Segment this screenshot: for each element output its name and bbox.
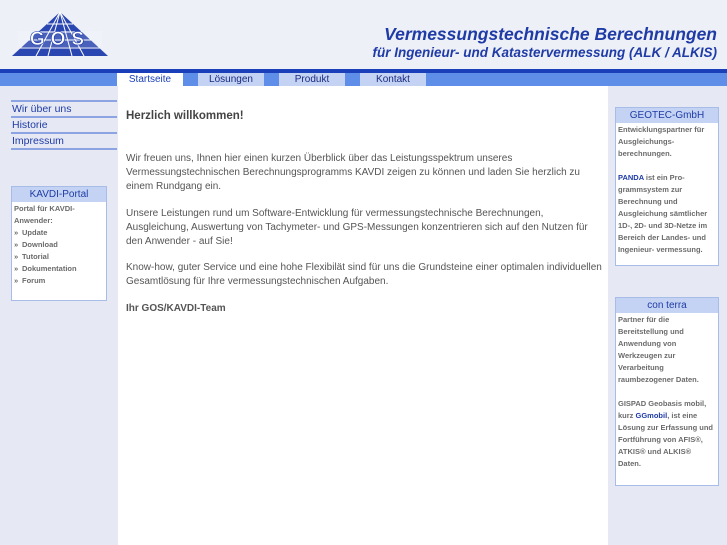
- geotec-panda-text: PANDA ist ein Pro-grammsystem zur Berechnung und Ausgleichung sämtlicher 1D-, 2D- und 3D-Netze im Bereich der Landes- und Ingenieur- vermessung.: [618, 173, 708, 254]
- portal-link-update[interactable]: » Update: [14, 227, 104, 239]
- geotec-description: Entwicklungspartner für Ausgleichungs-berechnungen.: [618, 125, 705, 158]
- conterra-description: Partner für die Bereitstellung und Anwendung von Werkzeugen zur Verarbeitung raumbezogener Daten.: [618, 315, 699, 384]
- geotec-box: [615, 107, 719, 266]
- menu-item-historie[interactable]: Historie: [11, 116, 117, 132]
- panda-link[interactable]: PANDA: [618, 173, 644, 182]
- left-menu: [11, 100, 117, 150]
- tab-produkt[interactable]: Produkt: [279, 73, 345, 86]
- menu-item-wir-ueber-uns[interactable]: Wir über uns: [11, 100, 117, 116]
- intro-paragraph: Wir freuen uns, Ihnen hier einen kurzen Überblick über das Leistungsspektrum unseres Vermessungstechnischen Berechnungsprogramms KAVDI zeigen zu können und laden Sie herzlich zu einem Rundgang ein.: [126, 153, 580, 192]
- page-heading: Herzlich willkommen!: [126, 110, 244, 122]
- conterra-gispad-text: GISPAD Geobasis mobil, kurz GGmobil, ist eine Lösung zur Erfassung und Fortführung von AFIS®, ATKIS® und ALKIS® Daten.: [618, 399, 713, 468]
- knowhow-paragraph: Know-how, guter Service und eine hohe Flexibilät sind für uns die Grundsteine einer optimalen individuellen Gesamtlösung für Ihre vermessungstechnischen Aufgaben.: [126, 262, 602, 287]
- menu-divider: [11, 148, 117, 150]
- portal-link-tutorial[interactable]: » Tutorial: [14, 251, 104, 263]
- geotec-title[interactable]: GEOTEC-GmbH: [616, 108, 718, 123]
- ggmobil-link[interactable]: GGmobil: [635, 411, 668, 420]
- site-subtitle: für Ingenieur- und Katastervermessung (ALK / ALKIS): [372, 45, 717, 60]
- tab-kontakt[interactable]: Kontakt: [360, 73, 426, 86]
- conterra-title[interactable]: con terra: [616, 298, 718, 313]
- main-nav: [0, 73, 727, 86]
- services-paragraph: Unsere Leistungen rund um Software-Entwicklung für vermessungstechnische Berechnungen, Ausgleichung, Auswertung von Tachymeter- und GPS-Messungen konzentrieren sich auf den Nutzen für den Anwender - auf Sie!: [126, 208, 588, 247]
- portal-link-dokumentation[interactable]: » Dokumentation: [14, 263, 104, 275]
- signature: Ihr GOS/KAVDI-Team: [126, 303, 226, 314]
- kavdi-portal-title: KAVDI-Portal: [12, 187, 106, 202]
- portal-link-download[interactable]: » Download: [14, 239, 104, 251]
- tab-startseite[interactable]: Startseite: [117, 73, 183, 86]
- page-header: [0, 0, 727, 69]
- tab-loesungen[interactable]: Lösungen: [198, 73, 264, 86]
- kavdi-portal-intro: Portal für KAVDI-Anwender:: [14, 204, 75, 225]
- kavdi-portal-box: [11, 186, 107, 301]
- kavdi-portal-links: [14, 227, 104, 287]
- gos-logo[interactable]: [10, 10, 110, 58]
- svg-text:GOS: GOS: [29, 29, 91, 50]
- conterra-box: [615, 297, 719, 486]
- menu-item-impressum[interactable]: Impressum: [11, 132, 117, 148]
- main-content: [118, 86, 608, 545]
- portal-link-forum[interactable]: » Forum: [14, 275, 104, 287]
- site-title: Vermessungstechnische Berechnungen: [384, 24, 717, 44]
